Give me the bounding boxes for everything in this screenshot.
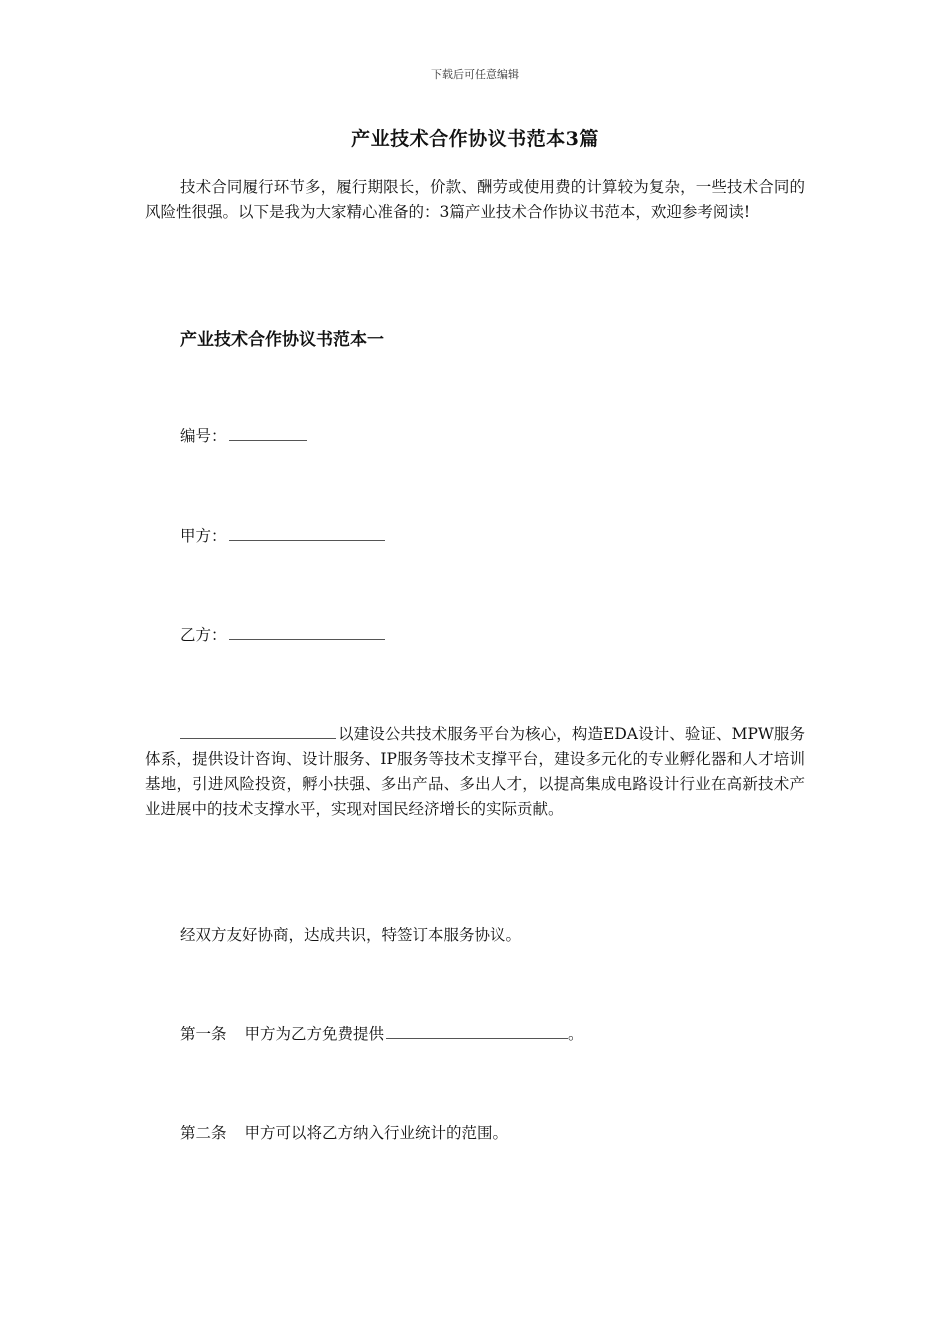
party-a-blank	[229, 526, 385, 541]
header-note: 下载后可任意编辑	[431, 68, 519, 81]
article-2-label: 第二条	[180, 1124, 227, 1142]
body-lead-blank	[180, 724, 336, 739]
section-heading: 产业技术合作协议书范本一	[180, 330, 384, 350]
body-paragraph	[145, 722, 805, 822]
article-2-text: 甲方可以将乙方纳入行业统计的范围。	[244, 1124, 509, 1142]
document-title: 产业技术合作协议书范本3篇	[351, 128, 599, 150]
party-b-blank	[229, 625, 385, 640]
article-1	[180, 1023, 584, 1045]
intro-paragraph: 技术合同履行环节多，履行期限长，价款、酬劳或使用费的计算较为复杂，一些技术合同的风险性很强。以下是我为大家精心准备的：3篇产业技术合作协议书范本，欢迎参考阅读!	[145, 178, 805, 221]
article-1-label: 第一条	[180, 1025, 227, 1043]
party-b-field	[180, 624, 385, 646]
number-label: 编号：	[180, 427, 227, 445]
party-a-field	[180, 525, 385, 547]
body-paragraph-text: 以建设公共技术服务平台为核心，构造EDA设计、验证、MPW服务体系，提供设计咨询、设计服务、IP服务等技术支撑平台，建设多元化的专业孵化器和人才培训基地，引进风险投资，孵小扶强、多出产品、多出人才，以提高集成电路设计行业在高新技术产业进展中的技术支撑水平，实现对国民经济增长的实际贡献。	[145, 725, 805, 818]
number-blank	[229, 426, 307, 441]
consensus-line: 经双方友好协商，达成共识，特签订本服务协议。	[180, 926, 522, 944]
party-a-label: 甲方：	[180, 527, 227, 545]
article-1-blank	[386, 1024, 568, 1039]
party-b-label: 乙方：	[180, 626, 227, 644]
number-field	[180, 425, 307, 447]
article-1-text: 甲方为乙方免费提供	[244, 1025, 385, 1043]
article-2	[180, 1122, 508, 1144]
article-1-suffix: 。	[568, 1025, 584, 1043]
